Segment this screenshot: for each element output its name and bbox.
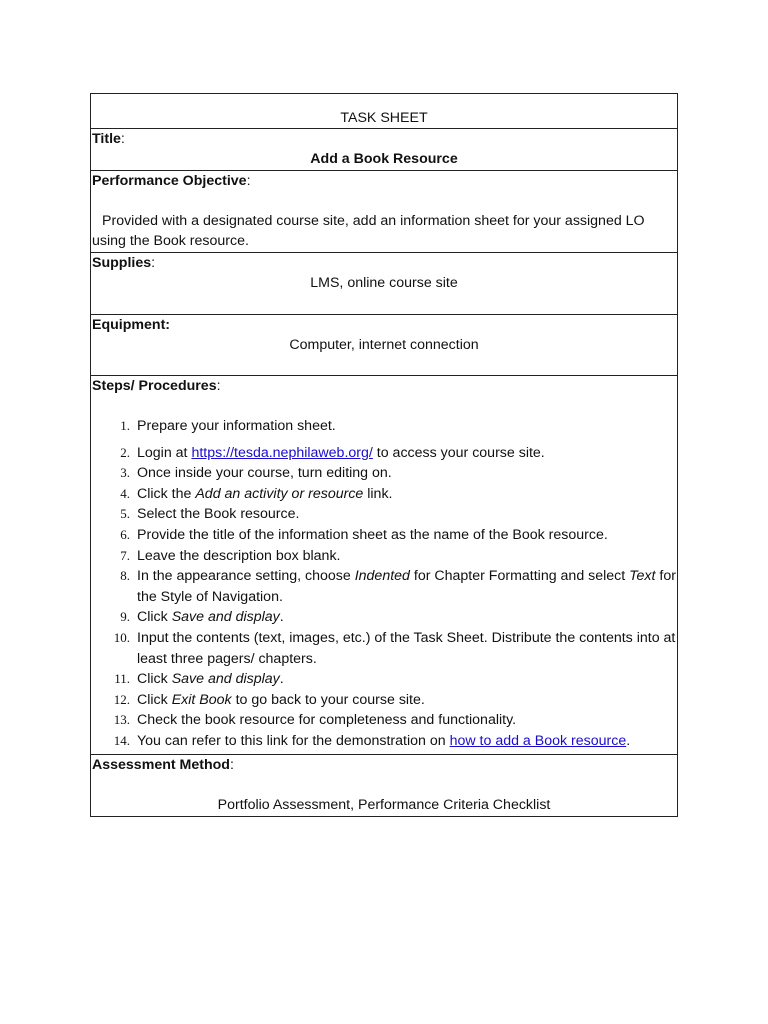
step-item [92,525,676,546]
step-number: 13. [113,712,130,728]
step-number: 2. [120,444,130,460]
step-number: 6. [120,526,130,542]
step-item [92,566,676,607]
step-number: 7. [120,547,130,563]
step-item [92,690,676,711]
course-site-link[interactable]: https://tesda.nephilaweb.org/ [191,444,373,461]
step-number: 1. [120,418,130,433]
step-item [92,484,676,505]
step-emphasis: Add an activity or resource [195,485,364,502]
step-number: 8. [120,568,130,584]
step-text-after: to access your course site. [372,444,545,461]
task-sheet-table [90,93,678,817]
step-text: Once inside your course, turn editing on. [137,465,392,482]
steps-cell [91,376,678,755]
step-number: 5. [120,506,130,522]
step-emphasis: Save and display [171,671,280,688]
step-item [92,669,676,690]
step-emphasis: Text [629,568,656,585]
header-row [91,94,678,129]
step-text-before: Click the [137,485,196,502]
step-number: 3. [120,465,130,481]
step-text-before: Click [137,609,172,626]
header-cell [91,94,678,129]
supplies-value: LMS, online course site [310,275,458,291]
objective-label-line: Performance Objective: [92,173,251,189]
step-number: 11. [114,671,130,687]
step-number: 12. [113,691,130,707]
step-number: 10. [113,629,130,645]
step-number: 9. [120,609,130,625]
step-text-after: . [279,671,284,688]
step-item [92,710,676,731]
step-emphasis: Save and display [171,609,280,626]
equipment-value: Computer, internet connection [289,337,479,353]
step-text-before: Click [137,671,172,688]
steps-list [92,416,676,752]
assessment-value: Portfolio Assessment, Performance Criteria Checklist [217,796,551,813]
step-item [92,463,676,484]
step-text: Check the book resource for completeness and functionality. [137,712,517,729]
assessment-label: Assessment Method [92,756,230,773]
step-item [92,607,676,628]
equipment-row [91,315,678,376]
step-number: 4. [120,485,130,501]
steps-row [91,376,678,755]
step-item [92,443,676,464]
equipment-cell [91,315,678,376]
supplies-cell [91,253,678,315]
step-item [92,731,676,752]
objective-label: Performance Objective [92,173,247,189]
title-row [91,129,678,171]
step-text-after: for the Style of Navigation. [137,568,676,605]
step-text: Provide the title of the information sheet as the name of the Book resource. [137,526,608,543]
step-text-before: Click [137,691,172,708]
objective-text: Provided with a designated course site, add an information sheet for your assigned LO using the Book resource. [92,213,645,249]
step-item [92,416,676,437]
step-text-before: In the appearance setting, choose [137,568,355,585]
objective-row [91,171,678,253]
assessment-row [91,754,678,816]
step-text: Leave the description box blank. [137,547,341,564]
step-text-after: . [626,732,631,749]
supplies-label: Supplies [92,255,152,271]
equipment-label: Equipment: [92,317,171,333]
supplies-row [91,253,678,315]
steps-label: Steps/ Procedures [92,378,217,394]
step-text-before: You can refer to this link for the demonstration on [137,732,450,749]
title-label: Title [92,131,121,147]
step-text-after: to go back to your course site. [231,691,425,708]
step-text-after: link. [363,485,393,502]
step-number: 14. [113,732,130,748]
step-item [92,504,676,525]
supplies-label-line: Supplies: [92,255,156,271]
step-item [92,628,676,669]
title-cell [91,129,678,171]
step-emphasis: Exit Book [171,691,232,708]
demonstration-link[interactable]: how to add a Book resource [449,732,627,749]
sheet-heading: TASK SHEET [340,110,428,126]
assessment-label-line: Assessment Method: [92,756,234,773]
step-text-middle: for Chapter Formatting and select [409,568,630,585]
step-text-before: Login at [137,444,192,461]
step-text-after: . [279,609,284,626]
step-text: Select the Book resource. [137,506,300,523]
step-item [92,546,676,567]
assessment-cell [91,754,678,816]
step-text: Prepare your information sheet. [137,418,336,434]
title-value: Add a Book Resource [310,151,458,167]
step-emphasis: Indented [354,568,410,585]
title-label-line: Title: [92,131,125,147]
step-text: Input the contents (text, images, etc.) of the Task Sheet. Distribute the contents into at least three pagers/ chapters. [137,629,676,667]
objective-cell [91,171,678,253]
steps-label-line: Steps/ Procedures: [92,378,221,394]
